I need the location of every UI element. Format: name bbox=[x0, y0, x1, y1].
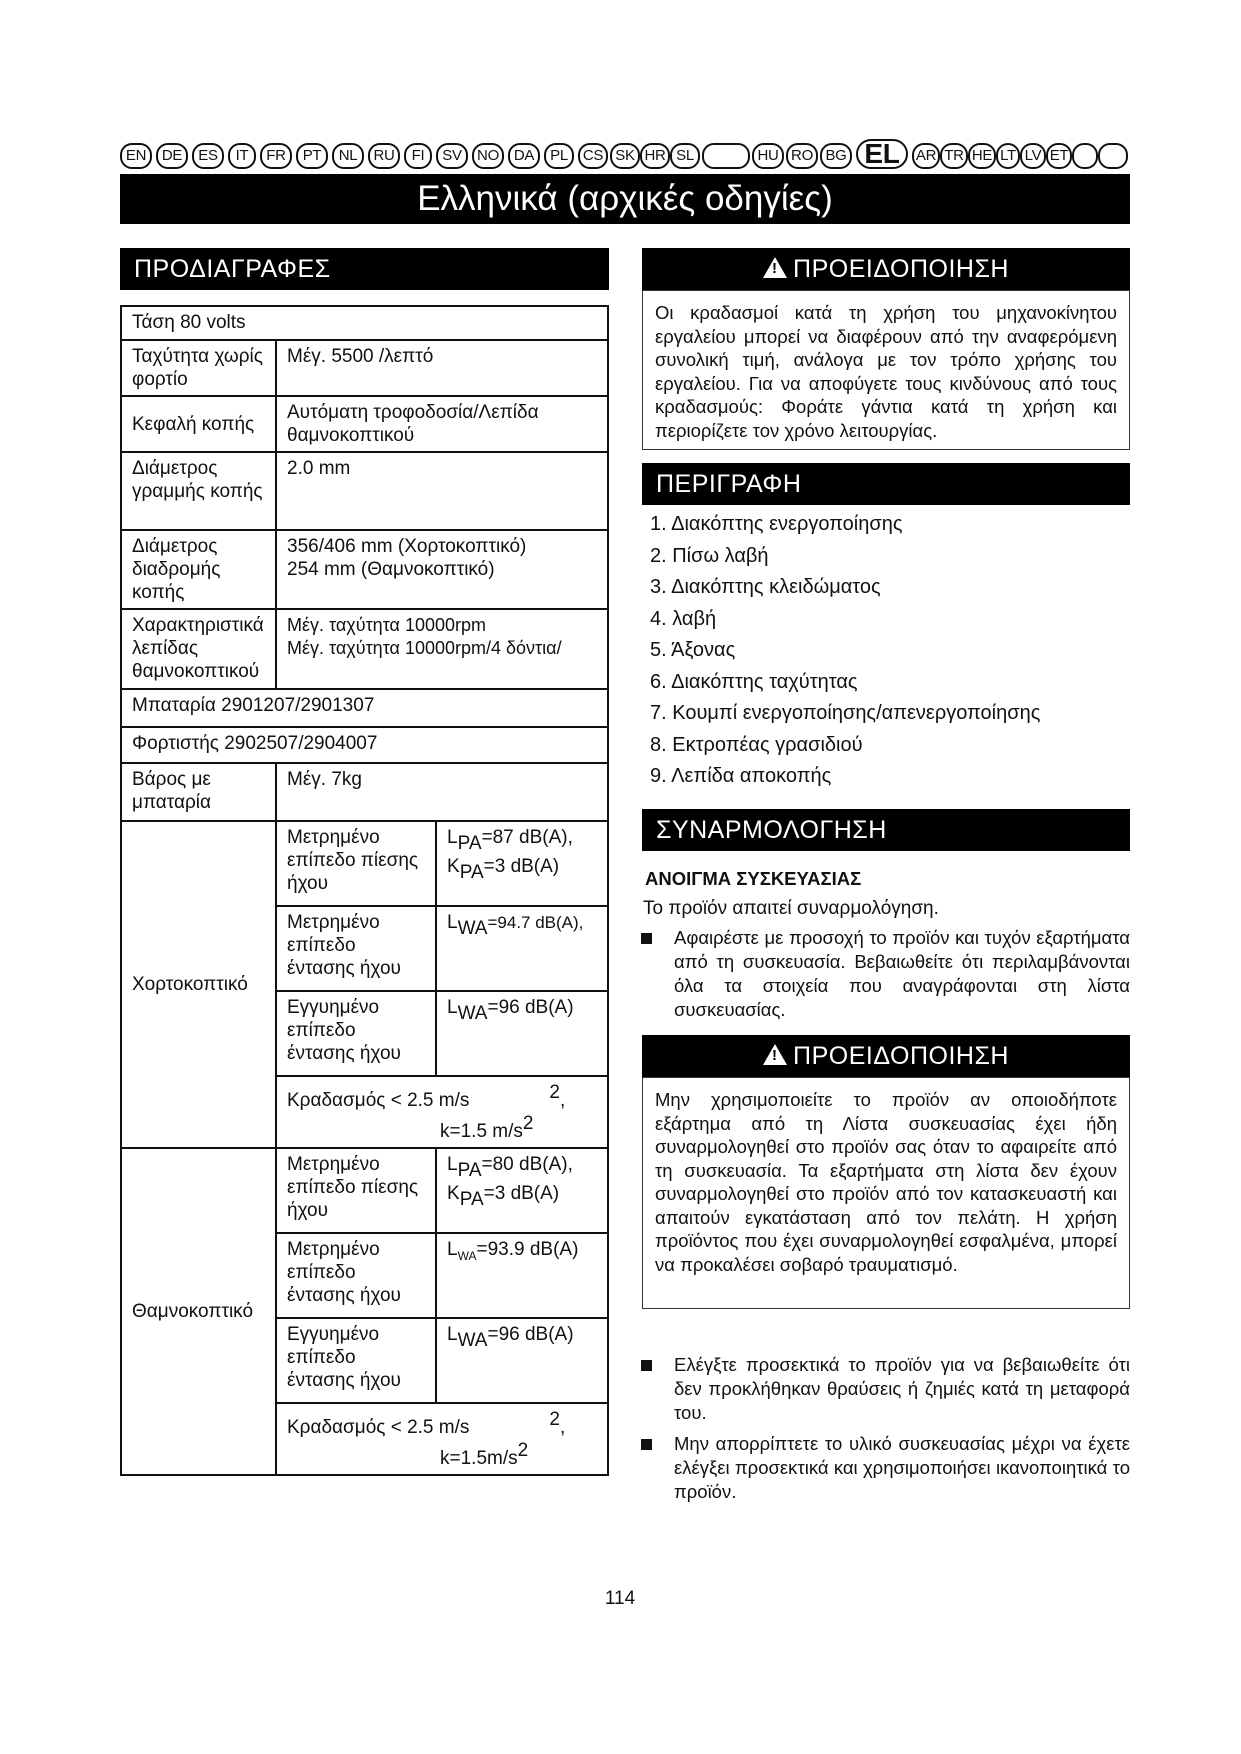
guaranteed-label: Εγγυημένο επίπεδο έντασης ήχου bbox=[276, 1318, 436, 1403]
power-value: $L_{WA}=93.9$ dB(A) bbox=[436, 1233, 608, 1318]
list-item: 1. Διακόπτης ενεργοποίησης bbox=[650, 513, 903, 535]
language-tab[interactable]: AR bbox=[912, 143, 940, 169]
language-tab[interactable]: FI bbox=[404, 143, 432, 169]
language-tab-strip bbox=[120, 138, 1130, 169]
language-tab[interactable]: NO bbox=[472, 143, 504, 169]
list-item: 6. Διακόπτης ταχύτητας bbox=[650, 670, 858, 693]
spec-heading: ΠΡΟΔΙΑΓΡΑΦΕΣ bbox=[120, 248, 609, 290]
spec-value: Αυτόματη τροφοδοσία/Λεπίδα θαμνοκοπτικού bbox=[276, 396, 608, 452]
language-tab[interactable]: ET bbox=[1046, 143, 1072, 169]
language-tab[interactable]: RO bbox=[786, 143, 818, 169]
language-tab[interactable]: SL bbox=[670, 143, 700, 169]
language-tab[interactable]: SV bbox=[436, 143, 468, 169]
list-item: 5. Άξονας bbox=[650, 639, 736, 661]
list-item: 9. Λεπίδα αποκοπής bbox=[650, 765, 832, 787]
language-tab[interactable]: PT bbox=[296, 143, 328, 169]
spec-label: Κεφαλή κοπής bbox=[121, 396, 276, 452]
power-value: $L_{WA}=94.7$ dB(A), bbox=[436, 906, 608, 991]
language-tab[interactable]: FR bbox=[260, 143, 292, 169]
language-tab[interactable]: HU bbox=[752, 143, 784, 169]
bullet-icon bbox=[641, 933, 652, 944]
language-tab[interactable] bbox=[1098, 143, 1128, 169]
assembly-intro: Το προϊόν απαιτεί συναρμολόγηση. bbox=[643, 898, 939, 919]
list-item: 7. Κουμπί ενεργοποίησης/απενεργοποίησης bbox=[650, 702, 1041, 724]
language-tab-active[interactable]: EL bbox=[856, 139, 908, 169]
vibration-value: Κραδασμός < 2.5 m/s $^2$, $k=1.5m/s^2$ bbox=[276, 1403, 608, 1475]
spec-label: Χαρακτηριστικά λεπίδας θαμνοκοπτικού bbox=[121, 609, 276, 689]
spec-value: 356/406 mm (Χορτοκοπτικό) 254 mm (Θαμνοκοπτικό) bbox=[276, 530, 608, 609]
vibration-value: Κραδασμός < 2.5 m/s $^2$, k=1.5 $m/s^2$ bbox=[276, 1076, 608, 1148]
language-tab[interactable]: ES bbox=[192, 143, 224, 169]
spec-label: Ταχύτητα χωρίς φορτίο bbox=[121, 340, 276, 396]
language-tab[interactable]: HE bbox=[968, 143, 996, 169]
list-item: Μην απορρίπτετε το υλικό συσκευασίας μέχρι να έχετε ελέγξει προσεκτικά και χρησιμοποιήσει ικανοποιητικά το προϊόν. bbox=[674, 1432, 1130, 1504]
pressure-value: $L_{PA}=87$ dB(A), $K_{PA}=3$ dB(A) bbox=[436, 821, 608, 906]
language-tab[interactable]: EN bbox=[120, 143, 152, 169]
language-tab[interactable]: DE bbox=[156, 143, 188, 169]
language-tab[interactable] bbox=[702, 143, 750, 169]
bullet-icon bbox=[641, 1439, 652, 1450]
trimmer-label: Χορτοκοπτικό bbox=[121, 821, 276, 1148]
guaranteed-label: Εγγυημένο επίπεδο έντασης ήχου bbox=[276, 991, 436, 1076]
bullet-icon bbox=[641, 1360, 652, 1371]
list-item: Ελέγξτε προσεκτικά το προϊόν για να βεβαιωθείτε ότι δεν προκλήθηκαν θραύσεις ή ζημιές κατά τη μεταφορά του. bbox=[674, 1353, 1130, 1425]
list-item: 2. Πίσω λαβή bbox=[650, 544, 769, 567]
language-tab[interactable]: LT bbox=[996, 143, 1020, 169]
language-tab[interactable]: HR bbox=[640, 143, 670, 169]
list-item: 3. Διακόπτης κλειδώματος bbox=[650, 576, 881, 598]
language-tab[interactable]: DA bbox=[508, 143, 540, 169]
warning-icon bbox=[763, 257, 787, 278]
list-item: 4. λαβή bbox=[650, 607, 717, 630]
language-tab[interactable]: IT bbox=[228, 143, 256, 169]
warning-heading: !ΠΡΟΕΙΔΟΠΟΙΗΣΗ bbox=[642, 1035, 1130, 1077]
language-tab[interactable]: RU bbox=[368, 143, 400, 169]
language-tab[interactable]: PL bbox=[544, 143, 574, 169]
language-tab[interactable]: LV bbox=[1020, 143, 1046, 169]
list-item: Αφαιρέστε με προσοχή το προϊόν και τυχόν εξαρτήματα από τη συσκευασία. Βεβαιωθείτε ότι περιλαμβάνονται όλα τα στοιχεία που αναγράφονται στη λίστα συσκευασίας. bbox=[674, 926, 1130, 1022]
spec-value: Μέγ. ταχύτητα 10000rpm Μέγ. ταχύτητα 10000rpm/4 δόντια/ bbox=[276, 609, 608, 689]
spec-row: Μπαταρία 2901207/2901307 bbox=[121, 689, 608, 727]
warning-text: Μην χρησιμοποιείτε το προϊόν αν οποιοδήποτε εξάρτημα από τη Λίστα συσκευασίας έχει ήδη συναρμολογηθεί στο προϊόν σας όταν το αφαιρείτε από τη συσκευασία. Τα εξαρτήματα στη λίστα δεν έχουν συναρμολογηθεί στο προϊόν από τον κατασκευαστή και απαιτούν εγκατάσταση από τον πελάτη. Η χρήση προϊόντος που έχει συναρμολογηθεί εσφαλμένα, μπορεί να προκαλέσει σοβαρό τραυματισμό. bbox=[642, 1077, 1130, 1309]
guaranteed-value: $L_{WA}=96$ dB(A) bbox=[436, 1318, 608, 1403]
language-tab[interactable]: BG bbox=[820, 143, 852, 169]
pressure-label: Μετρημένο επίπεδο πίεσης ήχου bbox=[276, 1148, 436, 1233]
parts-list bbox=[650, 512, 1130, 796]
power-label: Μετρημένο επίπεδο έντασης ήχου bbox=[276, 1233, 436, 1318]
spec-value: Μέγ. 5500 /λεπτό bbox=[276, 340, 608, 396]
warning-heading: !ΠΡΟΕΙΔΟΠΟΙΗΣΗ bbox=[642, 248, 1130, 290]
language-tab[interactable]: TR bbox=[940, 143, 968, 169]
guaranteed-value: $L_{WA}=96$ dB(A) bbox=[436, 991, 608, 1076]
warning-icon bbox=[763, 1044, 787, 1065]
pressure-label: Μετρημένο επίπεδο πίεσης ήχου bbox=[276, 821, 436, 906]
page-title: Ελληνικά (αρχικές οδηγίες) bbox=[120, 174, 1130, 224]
brushcutter-label: Θαμνοκοπτικό bbox=[121, 1148, 276, 1475]
spec-label: Διάμετρος διαδρομής κοπής bbox=[121, 530, 276, 609]
spec-label: Βάρος με μπαταρία bbox=[121, 763, 276, 821]
spec-value: Μέγ. 7kg bbox=[276, 763, 608, 821]
language-tab[interactable]: CS bbox=[578, 143, 608, 169]
description-heading: ΠΕΡΙΓΡΑΦΗ bbox=[642, 463, 1130, 505]
language-tab[interactable] bbox=[1072, 143, 1098, 169]
language-tab[interactable]: SK bbox=[610, 143, 640, 169]
language-tab[interactable]: NL bbox=[332, 143, 364, 169]
page-number: 114 bbox=[604, 1588, 636, 1609]
list-item: 8. Εκτροπέας γρασιδιού bbox=[650, 733, 863, 756]
spec-row: Τάση 80 volts bbox=[121, 306, 608, 340]
pressure-value: $L_{PA}=80$ dB(A), $K_{PA}=3$ dB(A) bbox=[436, 1148, 608, 1233]
warning-text: Οι κραδασμοί κατά τη χρήση του μηχανοκίνητου εργαλείου μπορεί να διαφέρουν από την αναφερόμενη συνολική τιμή, ανάλογα με τον τρόπο χρήσης του εργαλείου. Για να αποφύγετε τους κινδύνους από τους κραδασμούς: Φοράτε γάντια κατά τη χρήση και περιορίζετε τον χρόνο λειτουργίας. bbox=[642, 290, 1130, 450]
power-label: Μετρημένο επίπεδο έντασης ήχου bbox=[276, 906, 436, 991]
spec-value: 2.0 mm bbox=[276, 452, 608, 530]
unpacking-subheading: ΑΝΟΙΓΜΑ ΣΥΣΚΕΥΑΣΙΑΣ bbox=[645, 868, 862, 889]
spec-row: Φορτιστής 2902507/2904007 bbox=[121, 727, 608, 763]
spec-label: Διάμετρος γραμμής κοπής bbox=[121, 452, 276, 530]
spec-table bbox=[120, 305, 609, 1476]
assembly-heading: ΣΥΝΑΡΜΟΛΟΓΗΣΗ bbox=[642, 809, 1130, 851]
